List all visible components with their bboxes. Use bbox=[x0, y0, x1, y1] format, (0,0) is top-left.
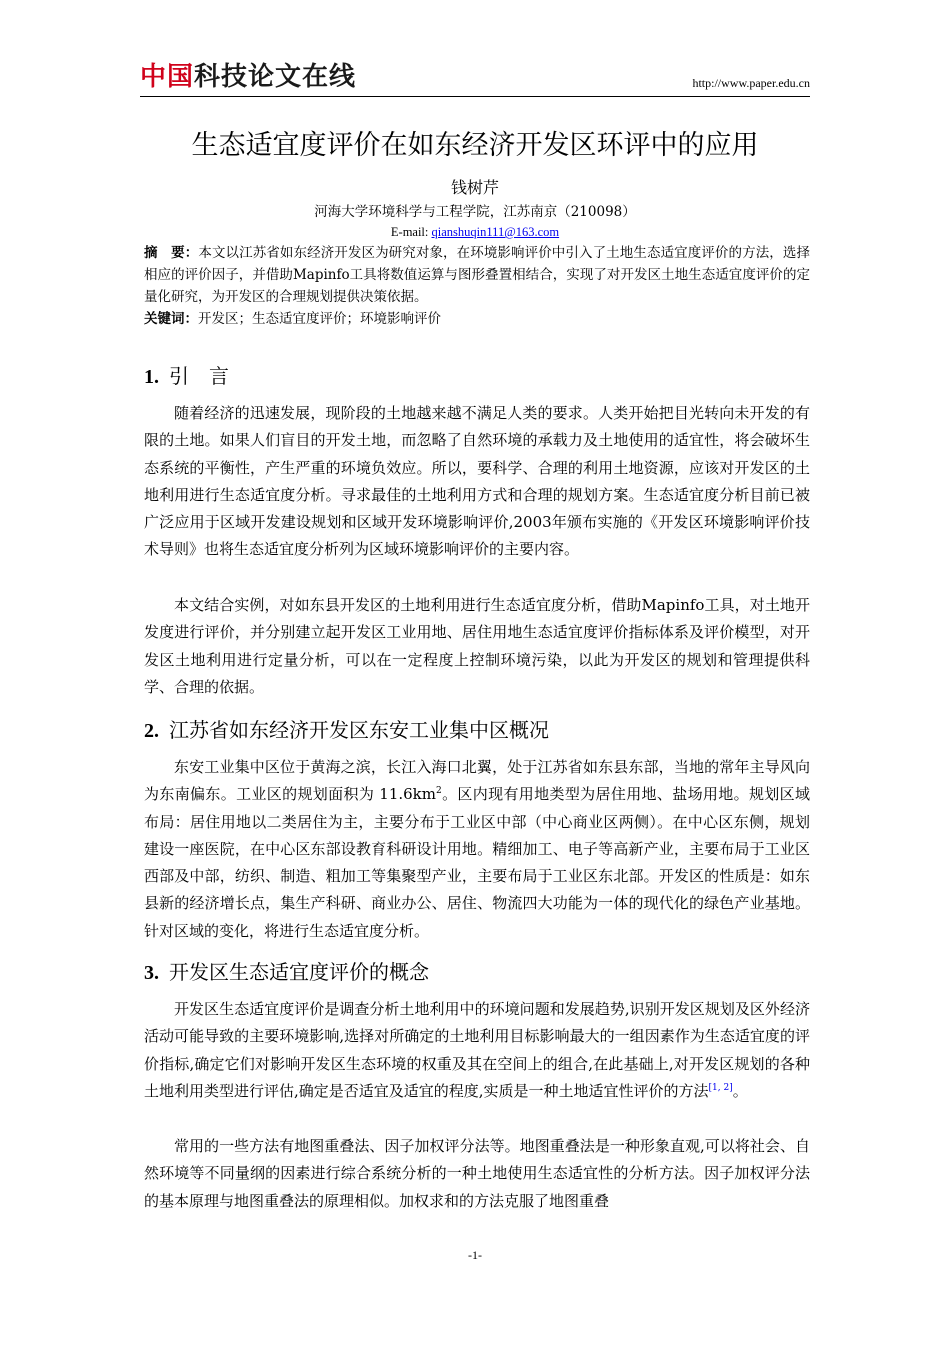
page-header bbox=[140, 62, 810, 97]
email-label: E-mail: bbox=[390, 225, 432, 239]
section-heading-2 bbox=[144, 716, 810, 745]
section-heading-1 bbox=[144, 362, 810, 391]
section-number: 3. bbox=[144, 962, 159, 984]
paragraph-text: 。区内现有用地类型为居住用地、盐场用地。规划区域布局：居住用地以二类居住为主，主要分布于工业区中部（中心商业区两侧）。在中心区东侧，规划建设一座医院，在中心区东部设教育科研设计用地。精细加工、电子等高新产业，主要布局于工业区西部及中部，纺织、制造、粗加工等集聚型产业，主要布局于工业区东北部。开发区的性质是：如东县新的经济增长点，集生产科研、商业办公、居住、物流四大功能为一体的现代化的绿色产业基地。针对区域的变化，将进行生态适宜度分析。 bbox=[144, 785, 810, 940]
abstract-text: 本文以江苏省如东经济开发区为研究对象，在环境影响评价中引入了土地生态适宜度评价的方法，选择相应的评价因子，并借助Mapinfo工具将数值运算与图形叠置相结合，实现了对开发区土地生态适宜度评价的定量化研究，为开发区的合理规划提供决策依据。 bbox=[144, 245, 810, 305]
keywords-text: 开发区；生态适宜度评价；环境影响评价 bbox=[198, 311, 441, 327]
abstract bbox=[144, 242, 810, 308]
paragraph bbox=[144, 754, 810, 945]
section-number: 2. bbox=[144, 720, 159, 742]
keywords-label: 关键词： bbox=[144, 311, 198, 327]
author-name: 钱树芹 bbox=[450, 178, 499, 197]
logo-dark-text: 科技论文在线 bbox=[194, 62, 357, 92]
paragraph bbox=[144, 996, 810, 1105]
affiliation: 河海大学环境科学与工程学院，江苏南京（210098） bbox=[314, 204, 636, 220]
site-logo bbox=[140, 62, 356, 92]
page-number: -1- bbox=[468, 1248, 482, 1262]
paragraph-text: 开发区生态适宜度评价是调查分析土地利用中的环境问题和发展趋势,识别开发区规划及区外经济活动可能导致的主要环境影响,选择对所确定的土地利用目标影响最大的一组因素作为生态适宜度的评价指标,确定它们对影响开发区生态环境的权重及其在空间上的组合,在此基础上,对开发区规划的各种土地利用类型进行评估,确定是否适宜及适宜的程度,实质是一种土地适宜性评价的方法 bbox=[144, 1000, 810, 1100]
abstract-label: 摘 要： bbox=[144, 245, 199, 261]
paragraph-text: 东安工业集中区位于黄海之滨，长江入海口北翼，处于江苏省如东县东部，当地的常年主导风向为东南偏东。工业区的规划面积为 11.6km bbox=[144, 758, 810, 804]
paragraph-text: 。 bbox=[732, 1081, 748, 1100]
keywords bbox=[144, 308, 810, 330]
paper-title: 生态适宜度评价在如东经济开发区环评中的应用 bbox=[191, 130, 759, 161]
email-line bbox=[140, 224, 810, 240]
section-title-text: 江苏省如东经济开发区东安工业集中区概况 bbox=[169, 718, 549, 742]
header-url[interactable]: http://www.paper.edu.cn bbox=[692, 76, 810, 90]
paragraph: 随着经济的迅速发展，现阶段的土地越来越不满足人类的要求。人类开始把目光转向未开发的有限的土地。如果人们盲目的开发土地，而忽略了自然环境的承载力及土地使用的适宜性，将会破坏生态系统的平衡性，产生严重的环境负效应。所以，要科学、合理的利用土地资源，应该对开发区的土地利用进行生态适宜度分析。寻求最佳的土地利用方式和合理的规划方案。生态适宜度分析目前已被广泛应用于区域开发建设规划和区域开发环境影响评价,2003年颁布实施的《开发区环境影响评价技术导则》也将生态适宜度分析列为区域环境影响评价的主要内容。 bbox=[144, 404, 810, 559]
paragraph: 本文结合实例，对如东县开发区的土地利用进行生态适宜度分析，借助Mapinfo工具，对土地开发度进行评价，并分别建立起开发区工业用地、居住用地生态适宜度评价指标体系及评价模型，对开发区土地利用进行定量分析，可以在一定程度上控制环境污染，以此为开发区的规划和管理提供科学、合理的依据。 bbox=[144, 596, 810, 696]
section-heading-3 bbox=[144, 958, 810, 987]
superscript: 2 bbox=[436, 786, 442, 797]
section-title-text: 引 言 bbox=[169, 364, 229, 388]
email-link[interactable]: qianshuqin111@163.com bbox=[431, 225, 560, 239]
citation[interactable]: [1, 2] bbox=[708, 1082, 733, 1093]
section-number: 1. bbox=[144, 366, 159, 388]
logo-red-text: 中国 bbox=[140, 62, 195, 92]
section-title-text: 开发区生态适宜度评价的概念 bbox=[169, 960, 429, 984]
paragraph: 常用的一些方法有地图重叠法、因子加权评分法等。地图重叠法是一种形象直观,可以将社会、自然环境等不同量纲的因素进行综合系统分析的一种土地使用生态适宜性的分析方法。因子加权评分法的基本原理与地图重叠法的原理相似。加权求和的方法克服了地图重叠 bbox=[144, 1137, 810, 1210]
